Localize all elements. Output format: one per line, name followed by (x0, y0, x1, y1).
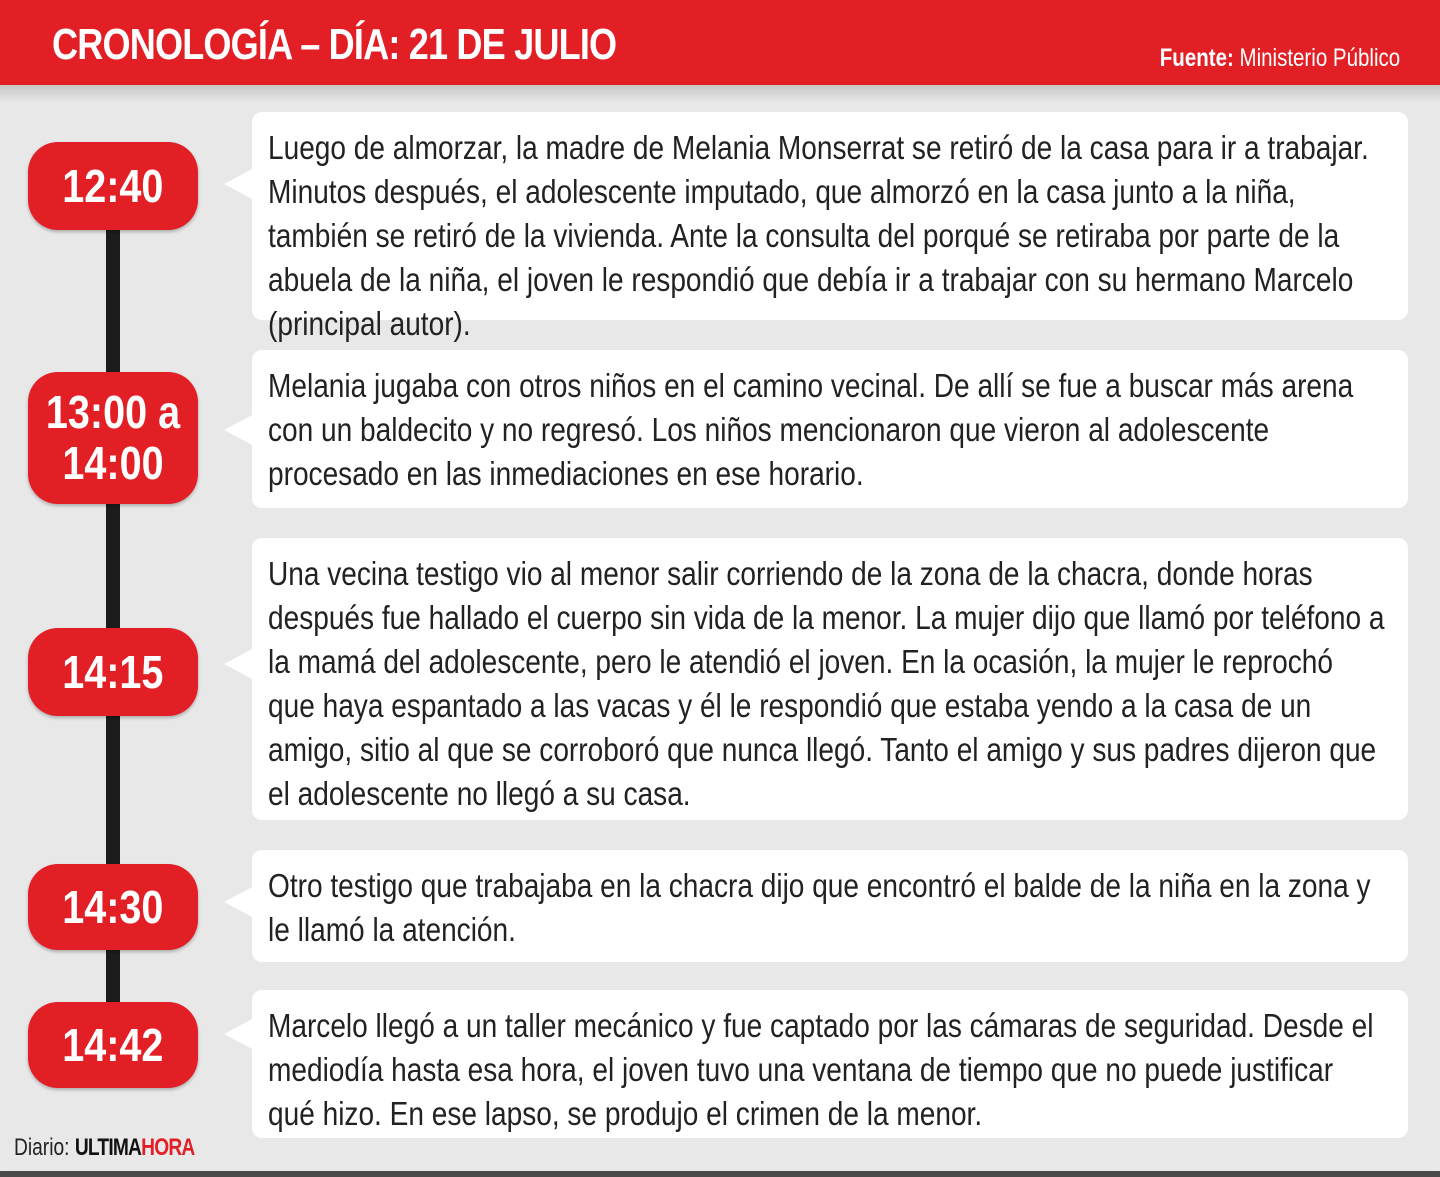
header-shadow (0, 85, 1440, 103)
source-credit (1160, 44, 1400, 73)
event-card-2 (252, 350, 1408, 508)
event-card-5 (252, 990, 1408, 1138)
event-text-4: Otro testigo que trabajaba en la chacra dijo que encontró el balde de la niña en la zona y le llamó la atención. (268, 867, 1371, 948)
time-label-4: 14:30 (62, 880, 164, 933)
brand-logo-part2: HORA (141, 1134, 195, 1161)
event-text-5: Marcelo llegó a un taller mecánico y fue captado por las cámaras de seguridad. Desde el mediodía hasta esa hora, el joven tuvo una ventana de tiempo que no puede justificar qué hizo. En ese lapso, se produjo el crimen de la menor. (268, 1007, 1374, 1132)
time-label-3: 14:15 (62, 645, 164, 698)
time-badge-2 (28, 372, 198, 504)
source-value: Ministerio Público (1239, 44, 1400, 72)
event-text-3: Una vecina testigo vio al menor salir corriendo de la zona de la chacra, donde horas después fue hallado el cuerpo sin vida de la menor. La mujer dijo que llamó por teléfono a la mamá del adolescente, pero le atendió el joven. En la ocasión, la mujer le reprochó que haya espantado a las vacas y él le respondió que estaba yendo a la casa de un amigo, sitio al que se corroboró que nunca llegó. Tanto el amigo y sus padres dijeron que el adolescente no llegó a su casa. (268, 555, 1385, 812)
brand-logo-part1: ULTIMA (74, 1134, 142, 1161)
event-card-1 (252, 112, 1408, 342)
time-label-2: 13:00 a 14:00 (45, 386, 181, 489)
diario-label: Diario: (14, 1134, 70, 1161)
bottom-border (0, 1171, 1440, 1177)
time-badge-3 (28, 628, 198, 716)
time-label-1: 12:40 (62, 159, 164, 212)
publisher-credit (14, 1134, 194, 1162)
time-badge-1 (28, 142, 198, 230)
header-bar (0, 0, 1440, 85)
event-text-1: Luego de almorzar, la madre de Melania Monserrat se retiró de la casa para ir a trabajar. Minutos después, el adolescente imputado, que almorzó en la casa junto a la niña, también se retiró de la vivienda. Ante la consulta del porqué se retiraba por parte de la abuela de la niña, el joven le respondió que debía ir a trabajar con su hermano Marcelo (principal autor). (268, 129, 1369, 342)
event-card-3 (252, 538, 1408, 820)
time-badge-5 (28, 1002, 198, 1088)
time-badge-4 (28, 864, 198, 950)
event-card-4 (252, 850, 1408, 962)
time-label-5: 14:42 (62, 1018, 164, 1071)
event-text-2: Melania jugaba con otros niños en el camino vecinal. De allí se fue a buscar más arena con un baldecito y no regresó. Los niños mencionaron que vieron al adolescente procesado en las inmediaciones en ese horario. (268, 367, 1354, 492)
page-title: CRONOLOGÍA – DÍA: 21 DE JULIO (52, 20, 617, 69)
source-label: Fuente: (1159, 44, 1234, 72)
